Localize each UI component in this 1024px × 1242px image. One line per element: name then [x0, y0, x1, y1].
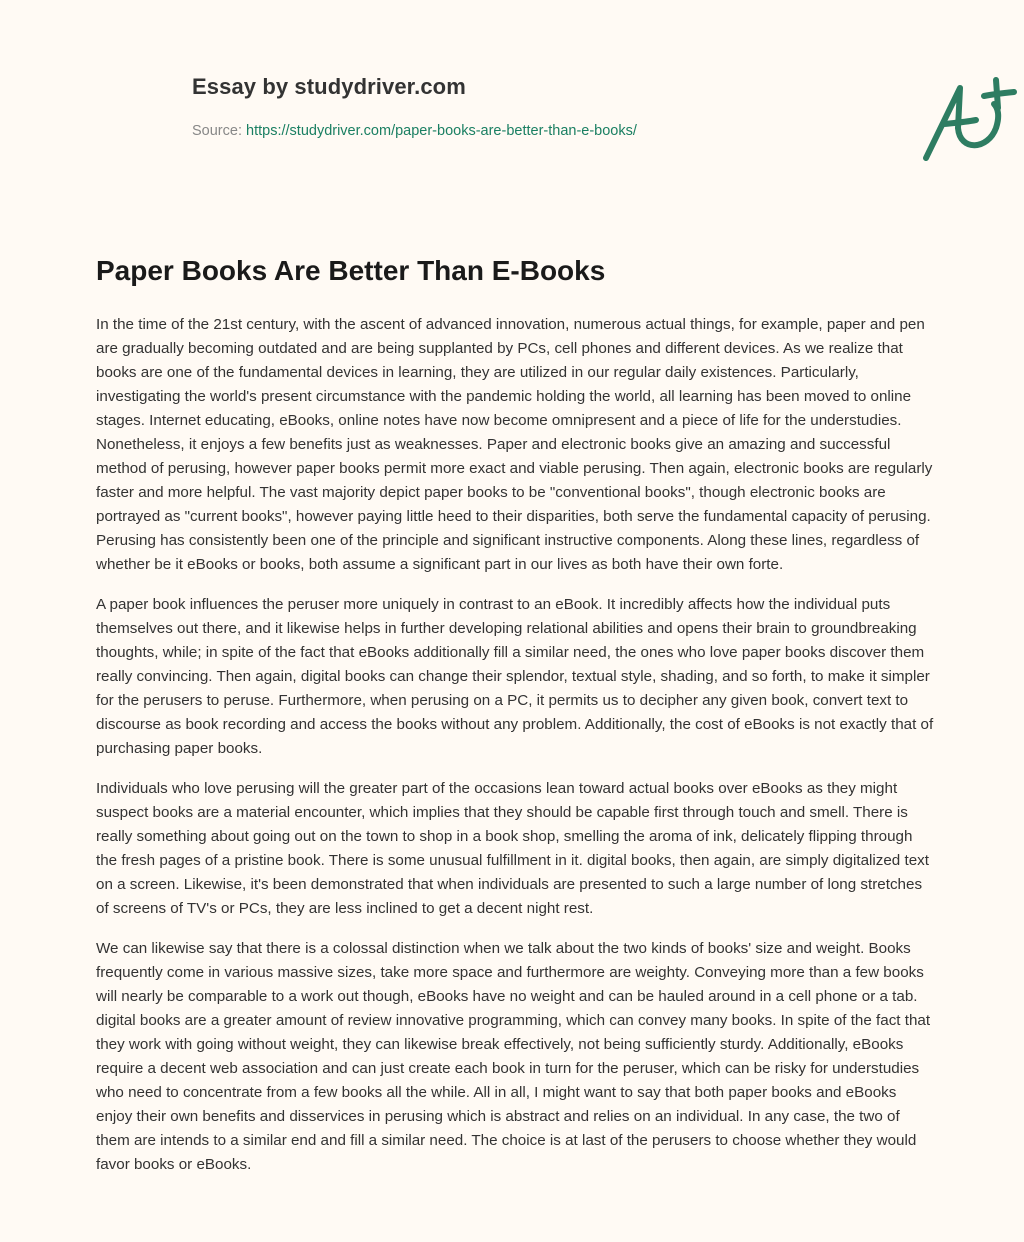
- essay-paragraph: In the time of the 21st century, with the ascent of advanced innovation, numerous actual things, for example, paper and pen are gradually becoming outdated and are being supplanted by PCs, cell phones and different devices. As we realize that books are one of the fundamental devices in learning, they are utilized in our regular daily existences. Particularly, investigating the world's present circumstance with the pandemic holding the world, all learning has been moved to online stages. Internet educating, eBooks, online notes have now become omnipresent and a piece of life for the understudies. Nonetheless, it enjoys a few benefits just as weaknesses. Paper and electronic books give an amazing and successful method of perusing, however paper books permit more exact and viable perusing. Then again, electronic books are regularly faster and more helpful. The vast majority depict paper books to be "conventional books", though electronic books are portrayed as "current books", however paying little heed to their disparities, both serve the fundamental capacity of perusing. Perusing has consistently been one of the principle and significant instructive components. Along these lines, regardless of whether be it eBooks or books, both assume a significant part in our lives as both have their own forte.: [96, 316, 933, 573]
- essay-paragraph: We can likewise say that there is a colossal distinction when we talk about the two kinds of books' size and weight. Books frequently come in various massive sizes, take more space and furthermore are weighty. Conveying more than a few books will nearly be comparable to a work out though, eBooks have no weight and can be hauled around in a cell phone or a tab. digital books are a greater amount of review innovative programming, which can convey many books. In spite of the fact that they work with going without weight, they can likewise break effectively, not being sufficiently sturdy. Additionally, eBooks require a decent web association and can just create each book in turn for the peruser, which can be risky for understudies who need to concentrate from a few books all the while. All in all, I might want to say that both paper books and eBooks enjoy their own benefits and disservices in perusing which is abstract and relies on an individual. In any case, the two of them are intends to a similar end and fill a similar need. The choice is at last of the perusers to choose whether they would favor books or eBooks.: [96, 940, 931, 1173]
- source-link[interactable]: https://studydriver.com/paper-books-are-better-than-e-books/: [246, 123, 637, 139]
- source-line: [192, 123, 637, 139]
- a-plus-grade-icon: [914, 66, 1024, 166]
- essay-title: Paper Books Are Better Than E-Books: [96, 255, 606, 286]
- site-title: Essay by studydriver.com: [192, 74, 466, 99]
- essay-body: [96, 313, 934, 1193]
- page-header: [96, 0, 928, 210]
- source-label: Source:: [192, 123, 242, 139]
- essay-paragraph: Individuals who love perusing will the greater part of the occasions lean toward actual books over eBooks as they might suspect books are a material encounter, which implies that they should be capable first through touch and smell. There is really something about going out on the town to shop in a book shop, smelling the aroma of ink, delicately flipping through the fresh pages of a pristine book. There is some unusual fulfillment in it. digital books, then again, are simply digitalized text on a screen. Likewise, it's been demonstrated that when individuals are presented to such a large number of long stretches of screens of TV's or PCs, they are less inclined to get a decent night rest.: [96, 780, 929, 917]
- essay-paragraph: A paper book influences the peruser more uniquely in contrast to an eBook. It incredibly affects how the individual puts themselves out there, and it likewise helps in further developing relational abilities and opens their brain to groundbreaking thoughts, while; in spite of the fact that eBooks additionally fill a similar need, the ones who love paper books discover them really convincing. Then again, digital books can change their splendor, textual style, shading, and so forth, to make it simpler for the perusers to peruse. Furthermore, when perusing on a PC, it permits us to decipher any given book, convert text to discourse as book recording and access the books without any problem. Additionally, the cost of eBooks is not exactly that of purchasing paper books.: [96, 596, 934, 757]
